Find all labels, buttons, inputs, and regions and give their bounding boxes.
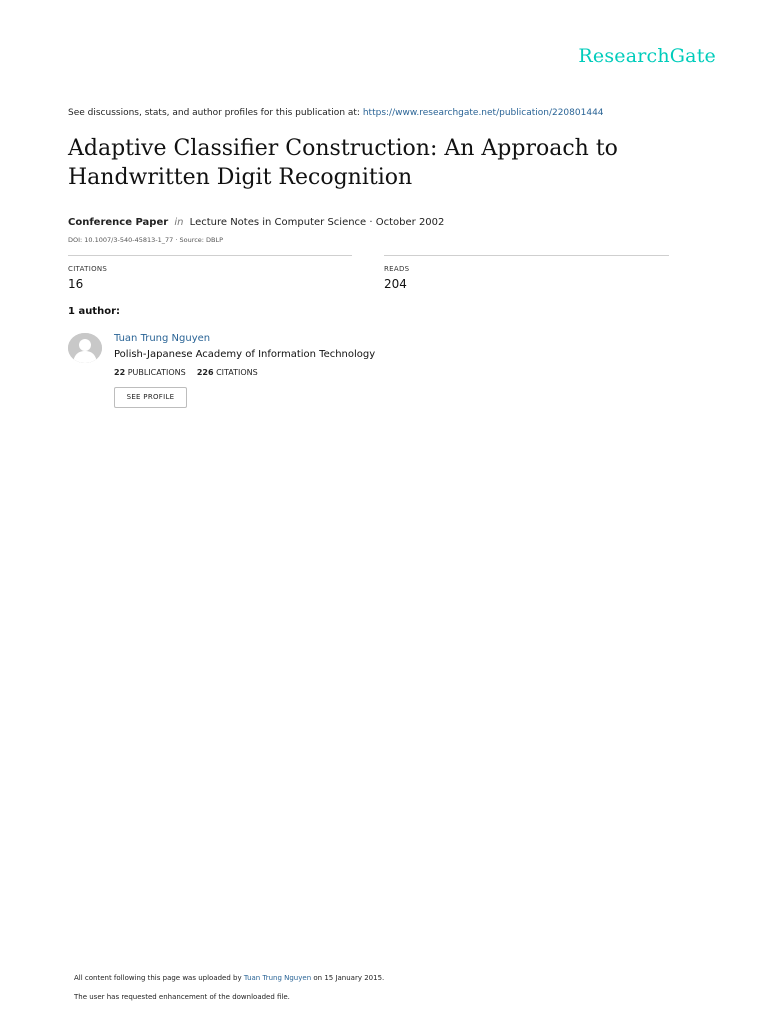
author-publications-count: 22 (114, 368, 126, 377)
citations-label: CITATIONS (68, 265, 108, 273)
user-silhouette-icon (68, 333, 102, 363)
doi-source: DOI: 10.1007/3-540-45813-1_77 · Source: DBLP (68, 236, 224, 244)
citations-divider (68, 255, 352, 256)
upload-note (74, 974, 384, 982)
reads-value: 204 (384, 277, 407, 291)
reads-label: READS (384, 265, 410, 273)
author-stats (114, 368, 258, 377)
publication-title: Adaptive Classifier Construction: An Approach to Handwritten Digit Recognition (68, 136, 618, 190)
see-discussions-text: See discussions, stats, and author profiles for this publication at: (68, 108, 360, 118)
publication-type: Conference Paper (68, 217, 169, 228)
upload-note-prefix: All content following this page was uploaded by (74, 974, 242, 982)
venue-date: Lecture Notes in Computer Science · October 2002 (189, 217, 445, 228)
author-avatar[interactable] (68, 333, 102, 363)
authors-count: 1 author: (68, 306, 121, 317)
see-profile-button[interactable]: SEE PROFILE (114, 387, 187, 408)
publication-meta (68, 217, 444, 228)
in-label: in (174, 217, 184, 228)
uploader-link[interactable]: Tuan Trung Nguyen (243, 974, 312, 982)
citations-value: 16 (68, 277, 84, 291)
author-citations-count: 226 (196, 368, 214, 377)
author-publications-label: PUBLICATIONS (127, 368, 186, 377)
reads-divider (384, 255, 669, 256)
upload-note-suffix: on 15 January 2015. (313, 974, 385, 982)
author-citations-label: CITATIONS (216, 368, 258, 377)
author-name-link[interactable]: Tuan Trung Nguyen (114, 333, 211, 344)
enhancement-note: The user has requested enhancement of the downloaded file. (74, 993, 290, 1001)
publication-url-link[interactable]: https://www.researchgate.net/publication/220801444 (362, 108, 604, 118)
researchgate-logo[interactable]: ResearchGate (578, 45, 716, 67)
author-affiliation: Polish-Japanese Academy of Information Technology (114, 349, 376, 360)
see-discussions-line (68, 108, 604, 118)
